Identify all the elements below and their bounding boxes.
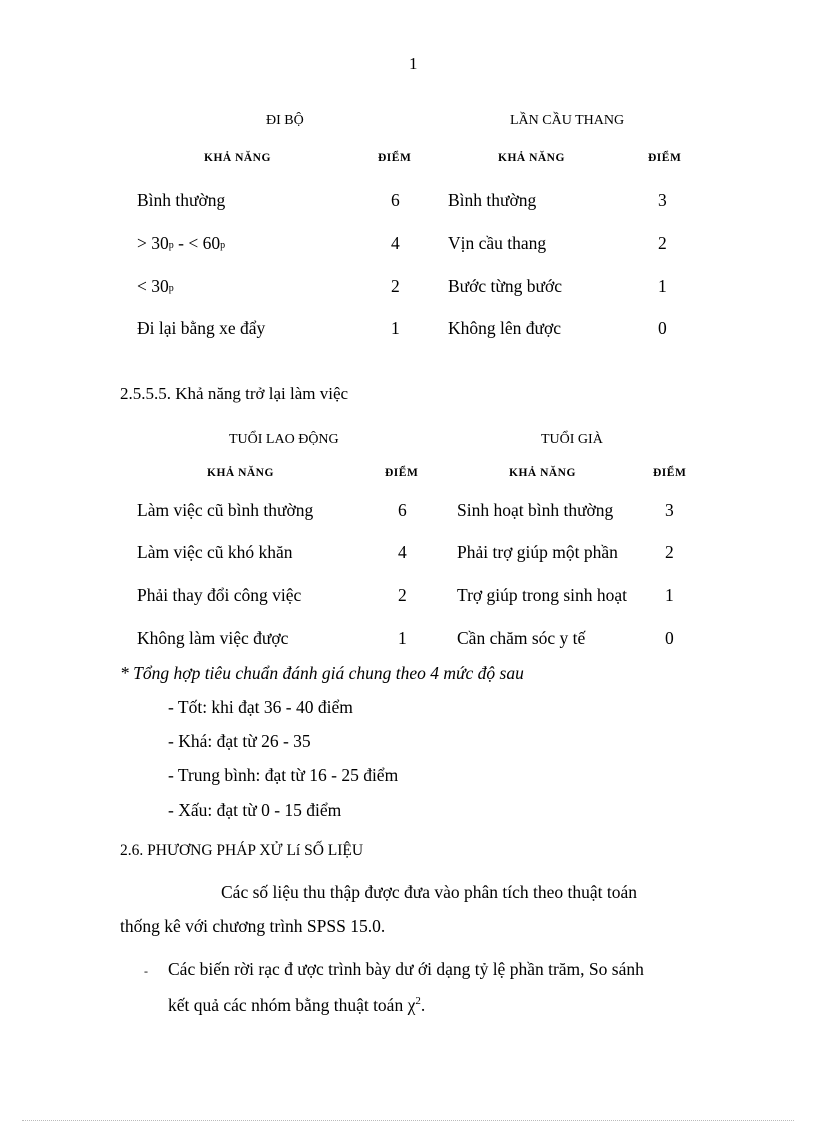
walking-col-score: ĐIỂM [378, 152, 412, 164]
old-age-row-score: 0 [665, 628, 674, 648]
stairs-row-label: Bình thường [448, 190, 537, 210]
stairs-col-score: ĐIỂM [648, 152, 682, 164]
level-item: - Xấu: đạt từ 0 - 15 điểm [168, 800, 342, 820]
old-age-row-label: Trợ giúp trong sinh hoạt [457, 585, 628, 605]
old-age-row-label: Cần chăm sóc y tế [457, 628, 586, 648]
working-age-row-label: Làm việc cũ bình thường [137, 500, 314, 520]
paragraph-line: Các số liệu thu thập được đưa vào phân tích theo thuật toán [221, 882, 638, 902]
working-age-row-score: 1 [398, 628, 407, 648]
bullet-mark: - [144, 964, 148, 978]
paragraph-line: thống kê với chương trình SPSS 15.0. [120, 916, 386, 936]
old-age-row-score: 2 [665, 542, 674, 562]
stairs-row-label: Bước từng bước [448, 276, 563, 296]
walking-row-label: > 30p - < 60p [137, 233, 226, 253]
paragraph-line: kết quả các nhóm bằng thuật toán $\chi^2$. [168, 995, 426, 1015]
working-age-row-label: Phải thay đổi công việc [137, 585, 302, 605]
old-age-row-label: Sinh hoạt bình thường [457, 500, 614, 520]
page-bottom-divider [22, 1120, 794, 1121]
working-age-col-ability: KHẢ NĂNG [207, 467, 274, 479]
stairs-row-label: Vịn cầu thang [448, 233, 547, 253]
walking-row-score: 2 [391, 276, 400, 296]
level-item: - Tốt: khi đạt 36 - 40 điểm [168, 697, 353, 717]
old-age-col-score: ĐIỂM [653, 467, 687, 479]
stairs-col-ability: KHẢ NĂNG [498, 152, 565, 164]
walking-row-label: Bình thường [137, 190, 226, 210]
working-age-row-score: 4 [398, 542, 407, 562]
section-heading-2555: 2.5.5.5. Khả năng trở lại làm việc [120, 384, 349, 403]
walking-row-label: Đi lại bằng xe đẩy [137, 318, 266, 338]
stairs-row-score: 0 [658, 318, 667, 338]
section-heading-26: 2.6. PHƯƠNG PHÁP XỬ Lí SỐ LIỆU [120, 842, 364, 859]
working-age-title: TUỔI LAO ĐỘNG [229, 432, 339, 447]
stairs-row-score: 3 [658, 190, 667, 210]
walking-row-label: < 30p [137, 276, 174, 296]
page-number: 1 [409, 54, 418, 73]
stairs-row-score: 2 [658, 233, 667, 253]
old-age-col-ability: KHẢ NĂNG [509, 467, 576, 479]
working-age-row-label: Không làm việc được [137, 628, 289, 648]
old-age-title: TUỔI GIÀ [541, 432, 603, 447]
level-item: - Trung bình: đạt từ 16 - 25 điểm [168, 765, 399, 785]
walking-row-score: 1 [391, 318, 400, 338]
summary-note: * Tổng hợp tiêu chuẩn đánh giá chung theo 4 mức độ sau [120, 663, 524, 683]
walking-row-score: 6 [391, 190, 400, 210]
old-age-row-label: Phải trợ giúp một phần [457, 542, 618, 562]
working-age-row-score: 2 [398, 585, 407, 605]
working-age-row-score: 6 [398, 500, 407, 520]
paragraph-line: Các biến rời rạc đ ược trình bày dư ới dạng tỷ lệ phần trăm, So sánh [168, 959, 644, 979]
walking-col-ability: KHẢ NĂNG [204, 152, 271, 164]
stairs-row-score: 1 [658, 276, 667, 296]
stairs-title: LẦN CẦU THANG [510, 113, 625, 128]
walking-title: ĐI BỘ [266, 113, 304, 128]
old-age-row-score: 3 [665, 500, 674, 520]
stairs-row-label: Không lên được [448, 318, 562, 338]
walking-row-score: 4 [391, 233, 400, 253]
level-item: - Khá: đạt từ 26 - 35 [168, 731, 311, 751]
old-age-row-score: 1 [665, 585, 674, 605]
working-age-col-score: ĐIỂM [385, 467, 419, 479]
working-age-row-label: Làm việc cũ khó khăn [137, 542, 293, 562]
